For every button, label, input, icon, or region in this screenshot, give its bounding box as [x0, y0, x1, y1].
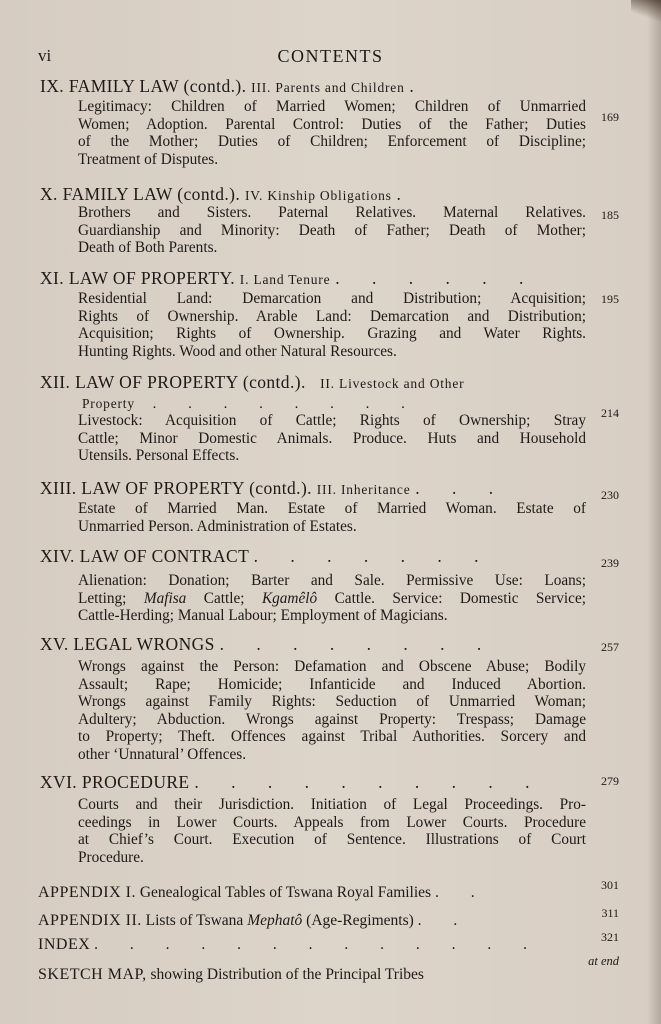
- contents-line: at Chief’s Court. Execution of Sentence. Illustrations of Court: [78, 831, 586, 848]
- chapter-part-title: IV. Kinship Obligations: [244, 188, 392, 203]
- contents-line: Women; Adoption. Parental Control: Duties of the Father; Duties: [78, 115, 586, 133]
- contents-line: Hunting Rights. Wood and other Natural Resources.: [78, 342, 397, 360]
- chapter-contents: [78, 412, 586, 465]
- contents-line: Treatment of Disputes.: [78, 150, 219, 168]
- contents-line: other ‘Unnatural’ Offences.: [78, 745, 247, 763]
- contents-line: to Property; Theft. Offences against Tribal Authorities. Sorcery and: [78, 728, 586, 745]
- chapter-number: XVI.: [40, 772, 78, 792]
- chapter-contents: [78, 500, 586, 535]
- appendix-title-rich: Lists of Tswana Mephatô (Age-Regiments): [145, 912, 414, 929]
- appendix-label: APPENDIX I.: [38, 884, 136, 901]
- chapter-part-title: I. Land Tenure: [239, 272, 331, 287]
- contents-line: Alienation: Donation; Barter and Sale. Permissive Use: Loans;: [78, 572, 586, 589]
- chapter-title: [40, 478, 571, 500]
- chapter-title: [40, 184, 571, 206]
- chapter-contents: [78, 204, 586, 257]
- chapter-contents: [78, 796, 586, 866]
- chapter-title: [40, 546, 571, 566]
- contents-line: Brothers and Sisters. Paternal Relatives. Maternal Relatives.: [78, 204, 586, 221]
- chapter-part-title: III. Inheritance: [316, 482, 411, 497]
- chapter-title: [40, 76, 571, 98]
- chapter-main-title: LAW OF PROPERTY (contd.).: [75, 372, 306, 392]
- chapter-part-title: II. Livestock and Other: [320, 376, 465, 391]
- chapter-contents: [78, 572, 586, 625]
- chapter-number: XV.: [40, 634, 69, 654]
- page-number: vi: [38, 46, 52, 65]
- page-header: [0, 46, 661, 68]
- contents-line: Adultery; Abduction. Wrongs against Property: Trespass; Damage: [78, 710, 586, 728]
- contents-line: Residential Land: Demarcation and Distribution; Acquisition;: [78, 290, 586, 307]
- page-corner-shadow: [631, 0, 661, 22]
- leader-dots: . . . . . . . . . . . . .: [94, 936, 542, 953]
- contents-line: Guardianship and Minority: Death of Father; Death of Mother;: [78, 221, 586, 239]
- leader-dots: . .: [434, 884, 489, 901]
- sketch-map-page: at end: [588, 954, 619, 968]
- chapter-title: [40, 634, 571, 654]
- chapter-main-title: FAMILY LAW (contd.).: [68, 76, 247, 96]
- contents-line: of the Mother; Duties of Children; Enforcement of Discipline;: [78, 133, 586, 150]
- index-entry: [38, 930, 623, 954]
- appendix-page-number: 301: [601, 878, 619, 892]
- appendix-page-number: 311: [601, 906, 619, 920]
- page-title: CONTENTS: [277, 46, 384, 66]
- chapter-contents: [78, 98, 586, 168]
- contents-line: Livestock: Acquisition of Cattle; Rights of Ownership; Stray: [78, 412, 586, 429]
- chapter-main-title: LAW OF PROPERTY.: [68, 268, 236, 288]
- chapter-page-number: 279: [601, 774, 619, 788]
- chapter-main-title: LEGAL WRONGS: [73, 634, 215, 654]
- contents-line: ceedings in Lower Courts. Appeals from Lower Courts. Procedure: [78, 813, 586, 831]
- chapter-page-number: 239: [601, 556, 619, 570]
- appendix-label: APPENDIX II.: [38, 912, 142, 929]
- index-page-number: 321: [601, 930, 619, 944]
- chapter-number: X.: [40, 184, 58, 204]
- chapter-number: XI.: [40, 268, 65, 288]
- chapter-contents: [78, 658, 586, 763]
- chapter-page-number: 214: [601, 406, 619, 420]
- appendix-ii-entry: [38, 906, 623, 930]
- leader-dots: . . . . . .: [335, 268, 538, 288]
- leader-dots: . . . . . . .: [253, 546, 493, 566]
- chapter-title: [40, 268, 571, 290]
- contents-line: Estate of Married Man. Estate of Married Woman. Estate of: [78, 500, 586, 517]
- chapter-main-title: LAW OF PROPERTY (contd.).: [81, 478, 312, 498]
- contents-line-rich: Letting; Mafisa Cattle; Kgamêlô Cattle. Service: Domestic Service;: [78, 589, 587, 607]
- chapter-main-title: PROCEDURE: [81, 772, 190, 792]
- chapter-number: XIII.: [40, 478, 77, 498]
- chapter-page-number: 195: [601, 292, 619, 306]
- chapter-part-continuation: Property . . . . . . . .: [82, 396, 419, 412]
- chapter-main-title: FAMILY LAW (contd.).: [62, 184, 241, 204]
- contents-line: Wrongs against Family Rights: Seduction of Unmarried Woman;: [78, 693, 586, 710]
- appendix-i-entry: [38, 878, 623, 902]
- sketch-map-title: showing Distribution of the Principal Tribes: [150, 966, 424, 983]
- contents-line: Procedure.: [78, 848, 144, 866]
- chapter-number: XIV.: [40, 546, 75, 566]
- contents-line: Assault; Rape; Homicide; Infanticide and Induced Abortion.: [78, 675, 586, 693]
- page-edge-shadow: [647, 0, 661, 1024]
- appendix-title: Genealogical Tables of Tswana Royal Families: [139, 884, 432, 901]
- leader-dots: . . . . . . . . . .: [194, 772, 544, 792]
- contents-line: Rights of Ownership. Arable Land: Demarcation and Distribution;: [78, 307, 586, 325]
- leader-dots: . . . . . . . .: [219, 634, 496, 654]
- index-label: INDEX: [38, 936, 91, 953]
- chapter-title: [40, 772, 571, 792]
- chapter-page-number: 230: [601, 488, 619, 502]
- contents-line: Cattle-Herding; Manual Labour; Employment of Magicians.: [78, 607, 448, 624]
- chapter-page-number: 257: [601, 640, 619, 654]
- contents-line: Acquisition; Rights of Ownership. Grazing and Water Rights.: [78, 325, 586, 342]
- sketch-map-label: SKETCH MAP,: [38, 966, 147, 983]
- leader-dots: .: [409, 76, 428, 96]
- chapter-title: [40, 372, 571, 414]
- contents-line: Legitimacy: Children of Married Women; Children of Unmarried: [78, 98, 586, 115]
- chapter-number: XII.: [40, 372, 71, 392]
- leader-dots: . . .: [415, 478, 508, 498]
- contents-line: Death of Both Parents.: [78, 239, 218, 256]
- chapter-part-title: III. Parents and Children: [251, 80, 405, 95]
- chapter-page-number: 185: [601, 208, 619, 222]
- chapter-main-title: LAW OF CONTRACT: [79, 546, 249, 566]
- contents-line: Cattle; Minor Domestic Animals. Produce. Huts and Household: [78, 429, 586, 447]
- leader-dots: .: [396, 184, 415, 204]
- chapter-number: IX.: [40, 76, 65, 96]
- contents-line: Courts and their Jurisdiction. Initiation of Legal Proceedings. Pro-: [78, 796, 586, 813]
- leader-dots: . .: [417, 912, 472, 929]
- chapter-contents: [78, 290, 586, 360]
- sketch-map-entry: [38, 954, 623, 984]
- contents-line: Utensils. Personal Effects.: [78, 447, 240, 464]
- contents-line: Unmarried Person. Administration of Estates.: [78, 517, 357, 535]
- contents-line: Wrongs against the Person: Defamation and Obscene Abuse; Bodily: [78, 658, 586, 675]
- chapter-page-number: 169: [601, 110, 619, 124]
